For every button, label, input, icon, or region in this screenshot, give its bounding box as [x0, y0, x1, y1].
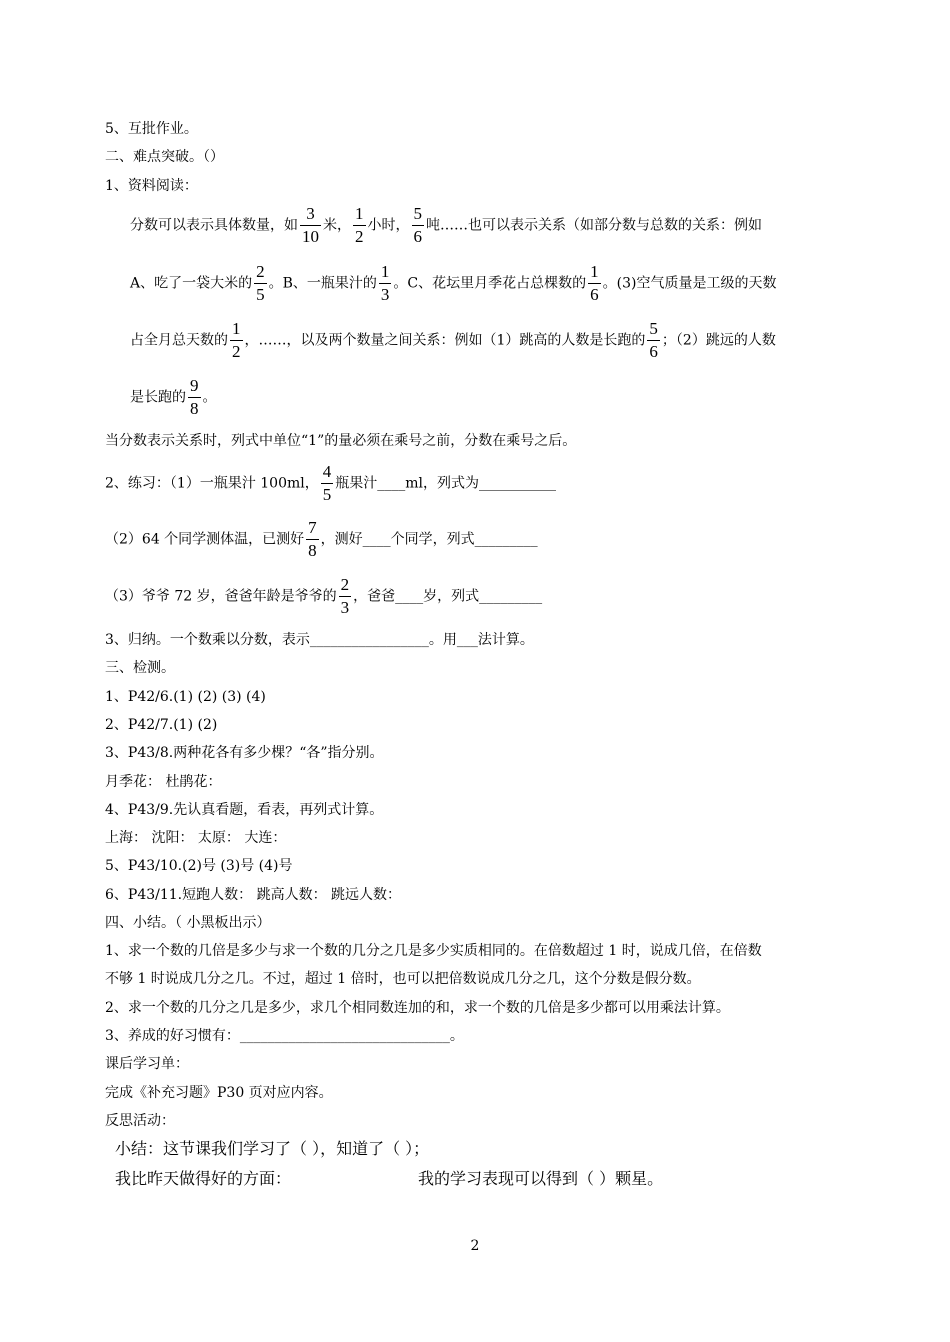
text: 吨……也可以表示关系（如部分数与总数的关系：例如 [426, 217, 762, 234]
section-difficulty-heading: 二、难点突破。（） [105, 149, 224, 165]
fraction: $\frac{1}{6}$ [590, 262, 599, 304]
fraction: $\frac{3}{10}$ [302, 204, 319, 246]
cities-line: 上海： 沈阳： 太原： 大连： [105, 830, 287, 846]
text: ；（2）跳远的人数 [661, 332, 776, 349]
section-test-heading: 三、检测。 [105, 660, 175, 676]
exercise-1 [105, 462, 556, 505]
exercise-2 [105, 518, 538, 561]
text: 分数可以表示具体数量，如 [130, 217, 298, 234]
after-class-task: 完成《补充习题》P30 页对应内容。 [105, 1085, 333, 1101]
reading-para-line2 [130, 262, 776, 305]
text: 占全月总天数的 [130, 332, 228, 349]
flowers-line: 月季花： 杜鹃花： [105, 774, 222, 790]
test-item-5: 5、P43/10.(2)号 (3)号 (4)号 [105, 858, 293, 874]
text: （3）爷爷 72 岁，爸爸年龄是爷爷的 [105, 588, 337, 605]
text: 米， [323, 217, 351, 234]
reading-para-line3 [130, 319, 776, 362]
reflection-stars: 我的学习表现可以得到（ ）颗星。 [418, 1169, 664, 1188]
test-item-6: 6、P43/11.短跑人数： 跳高人数： 跳远人数： [105, 887, 402, 903]
reading-para-line1 [130, 204, 762, 247]
text: 。C、花坛里月季花占总棵数的 [393, 275, 587, 292]
test-item-4: 4、P43/9.先认真看题，看表，再列式计算。 [105, 802, 384, 818]
text: 瓶果汁____ml，列式为___________ [335, 475, 557, 492]
reading-para-line4 [130, 376, 217, 419]
text: 。(3)空气质量是工级的天数 [602, 275, 777, 292]
text: 。B、一瓶果汁的 [268, 275, 377, 292]
reflection-better: 我比昨天做得好的方面： [115, 1169, 292, 1188]
fraction: $\frac{7}{8}$ [308, 518, 317, 560]
test-item-2: 2、P42/7.(1) (2) [105, 717, 218, 733]
fraction: $\frac{1}{2}$ [232, 319, 241, 361]
relation-rule: 当分数表示关系时，列式中单位“1”的量必须在乘号之前，分数在乘号之后。 [105, 433, 577, 449]
fraction: $\frac{2}{3}$ [340, 575, 350, 617]
text: ，测好____个同学，列式_________ [320, 531, 538, 548]
after-class-heading: 课后学习单： [105, 1056, 189, 1072]
reflection-summary: 小结：这节课我们学习了（ ），知道了（ ）； [115, 1139, 430, 1158]
reading-heading: 1、资料阅读： [105, 178, 198, 194]
fraction: $\frac{1}{3}$ [380, 262, 390, 304]
text: 是长跑的 [130, 389, 186, 406]
text: ，爸爸____岁，列式_________ [353, 588, 543, 605]
text: 2、练习：（1）一瓶果汁 100ml， [105, 475, 319, 492]
summary-1a: 1、求一个数的几倍是多少与求一个数的几分之几是多少实质相同的。在倍数超过 1 时，说成几倍，在倍数 [105, 943, 762, 959]
text: 小时， [367, 217, 410, 234]
summary-1b: 不够 1 时说成几分之几。不过，超过 1 倍时，也可以把倍数说成几分之几，这个分数是假分数。 [105, 971, 701, 987]
text: （2）64 个同学测体温，已测好 [105, 531, 305, 548]
text: ，……，以及两个数量之间关系：例如（1）跳高的人数是长跑的 [244, 332, 646, 349]
fraction: $\frac{2}{5}$ [256, 262, 265, 304]
text: 。 [202, 389, 217, 406]
section-summary-heading: 四、小结。（ 小黑板出示） [105, 915, 271, 931]
summary-3: 3、养成的好习惯有：______________________________。 [105, 1028, 464, 1044]
text: A、吃了一袋大米的 [130, 275, 253, 292]
fraction: $\frac{4}{5}$ [322, 462, 332, 504]
exercise-3 [105, 575, 542, 618]
reflection-heading: 反思活动： [105, 1113, 175, 1129]
test-item-1: 1、P42/6.(1) (2) (3) (4) [105, 689, 266, 705]
fraction: $\frac{1}{2}$ [355, 204, 364, 246]
test-item-3: 3、P43/8.两种花各有多少棵？“各”指分别。 [105, 745, 384, 761]
fraction: $\frac{5}{6}$ [413, 204, 422, 246]
summary-2: 2、求一个数的几分之几是多少，求几个相同数连加的和，求一个数的几倍是多少都可以用乘法计算。 [105, 1000, 730, 1016]
page-number: 2 [470, 1238, 480, 1254]
fraction: $\frac{9}{8}$ [190, 376, 199, 418]
summary-induction: 3、归纳。一个数乘以分数，表示_________________。用___法计算。 [105, 632, 534, 648]
fraction: $\frac{5}{6}$ [649, 319, 658, 361]
line-mutual-correction: 5、互批作业。 [105, 121, 198, 137]
